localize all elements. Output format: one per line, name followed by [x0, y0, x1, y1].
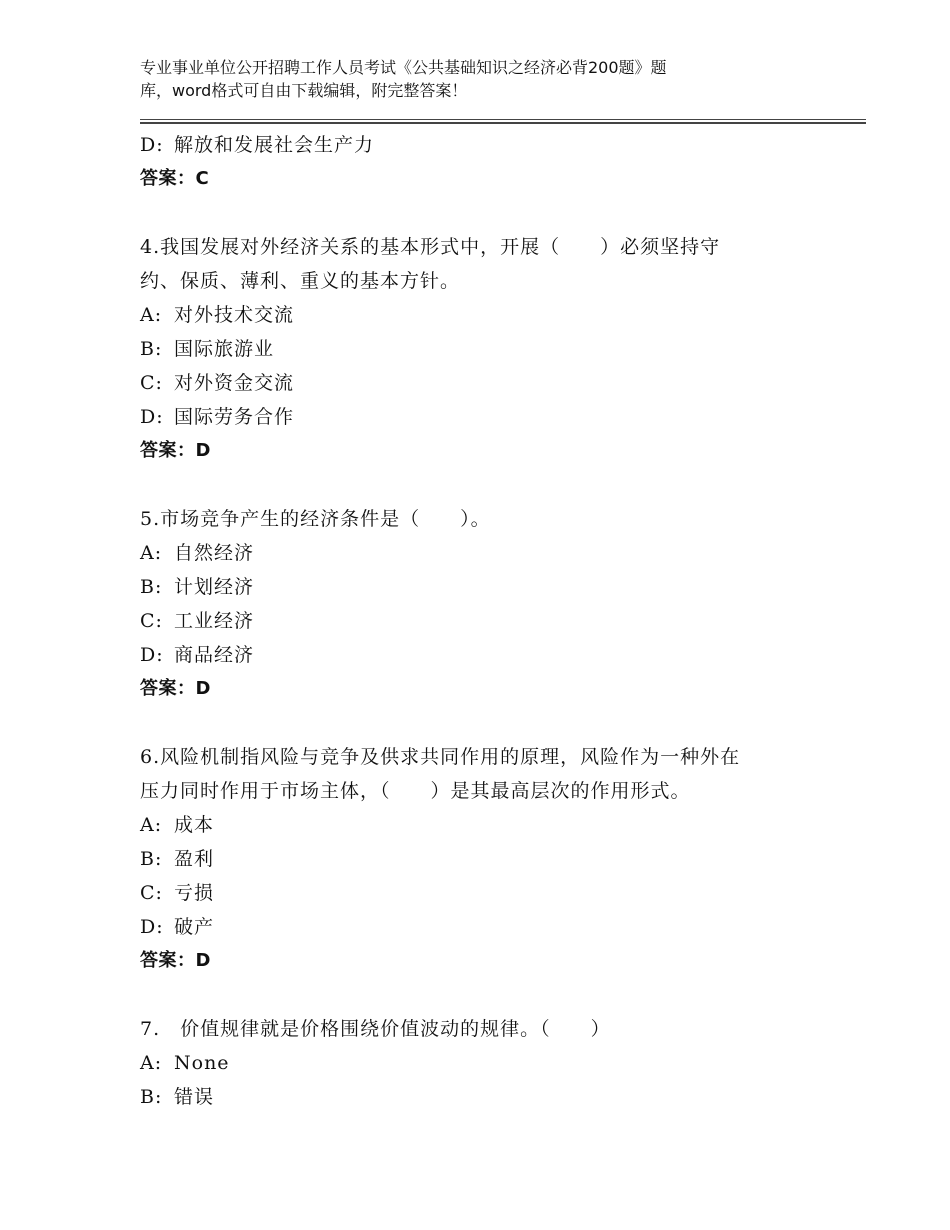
prev-question-option-d: [140, 128, 840, 162]
question-4-stem-line-1: 4.我国发展对外经济关系的基本形式中，开展（ ）必须坚持守: [140, 236, 721, 258]
header-title-line-2: 库，word格式可自由下载编辑，附完整答案！: [140, 81, 468, 100]
question-7-option-b: [140, 1080, 840, 1114]
question-4-answer: 答案：D: [140, 440, 211, 461]
question-4-stem-line-2: 约、保质、薄利、重义的基本方针。: [140, 270, 461, 292]
option-text: 亏损: [174, 882, 215, 904]
option-label: A:: [140, 1052, 163, 1074]
option-text: 商品经济: [174, 644, 255, 666]
question-5-stem-line-1: 5.市场竞争产生的经济条件是（ ）。: [140, 508, 491, 530]
question-6-option-d: [140, 910, 840, 944]
option-text: 国际旅游业: [174, 338, 275, 360]
question-6-stem-line-2: 压力同时作用于市场主体，（ ）是其最高层次的作用形式。: [140, 780, 691, 802]
option-label: B:: [140, 1086, 163, 1108]
option-text: 工业经济: [174, 610, 255, 632]
question-5-option-a: [140, 536, 840, 570]
option-text: 对外技术交流: [174, 304, 295, 326]
question-6-option-c: [140, 876, 840, 910]
option-label: B:: [140, 848, 163, 870]
header-divider-thin: [140, 119, 866, 120]
question-7-stem-line-1: 7. 价值规律就是价格围绕价值波动的规律。（ ）: [140, 1018, 611, 1040]
question-5-option-b: [140, 570, 840, 604]
option-label: A:: [140, 542, 163, 564]
option-label: D:: [140, 916, 164, 938]
question-content: [140, 128, 840, 1114]
option-label: A:: [140, 814, 163, 836]
option-label: D:: [140, 406, 164, 428]
question-6-option-b: [140, 842, 840, 876]
option-text: 国际劳务合作: [174, 406, 295, 428]
spacer: [140, 468, 840, 502]
option-text: 盈利: [174, 848, 215, 870]
spacer: [140, 706, 840, 740]
option-text: 自然经济: [174, 542, 255, 564]
option-label: D:: [140, 134, 164, 156]
option-text: 解放和发展社会生产力: [174, 134, 375, 156]
option-text: None: [174, 1052, 230, 1074]
question-5-option-c: [140, 604, 840, 638]
option-label: C:: [140, 882, 163, 904]
option-label: D:: [140, 644, 164, 666]
question-4-option-d: [140, 400, 840, 434]
option-label: B:: [140, 338, 163, 360]
option-label: C:: [140, 372, 163, 394]
spacer: [140, 196, 840, 230]
header-title-line-1: 专业事业单位公开招聘工作人员考试《公共基础知识之经济必背200题》题: [140, 58, 667, 77]
option-text: 破产: [174, 916, 215, 938]
option-text: 成本: [174, 814, 215, 836]
option-label: C:: [140, 610, 163, 632]
header-divider-thick: [140, 122, 866, 124]
question-6-option-a: [140, 808, 840, 842]
question-4-option-b: [140, 332, 840, 366]
option-text: 对外资金交流: [174, 372, 295, 394]
document-header: [140, 56, 780, 102]
question-7-option-a: [140, 1046, 840, 1080]
option-text: 错误: [174, 1086, 215, 1108]
question-4-option-c: [140, 366, 840, 400]
question-5-option-d: [140, 638, 840, 672]
option-text: 计划经济: [174, 576, 255, 598]
question-4-option-a: [140, 298, 840, 332]
question-6-answer: 答案：D: [140, 950, 211, 971]
option-label: A:: [140, 304, 163, 326]
spacer: [140, 978, 840, 1012]
question-6-stem-line-1: 6.风险机制指风险与竞争及供求共同作用的原理，风险作为一种外在: [140, 746, 741, 768]
prev-question-answer: 答案：C: [140, 168, 210, 189]
question-5-answer: 答案：D: [140, 678, 211, 699]
option-label: B:: [140, 576, 163, 598]
